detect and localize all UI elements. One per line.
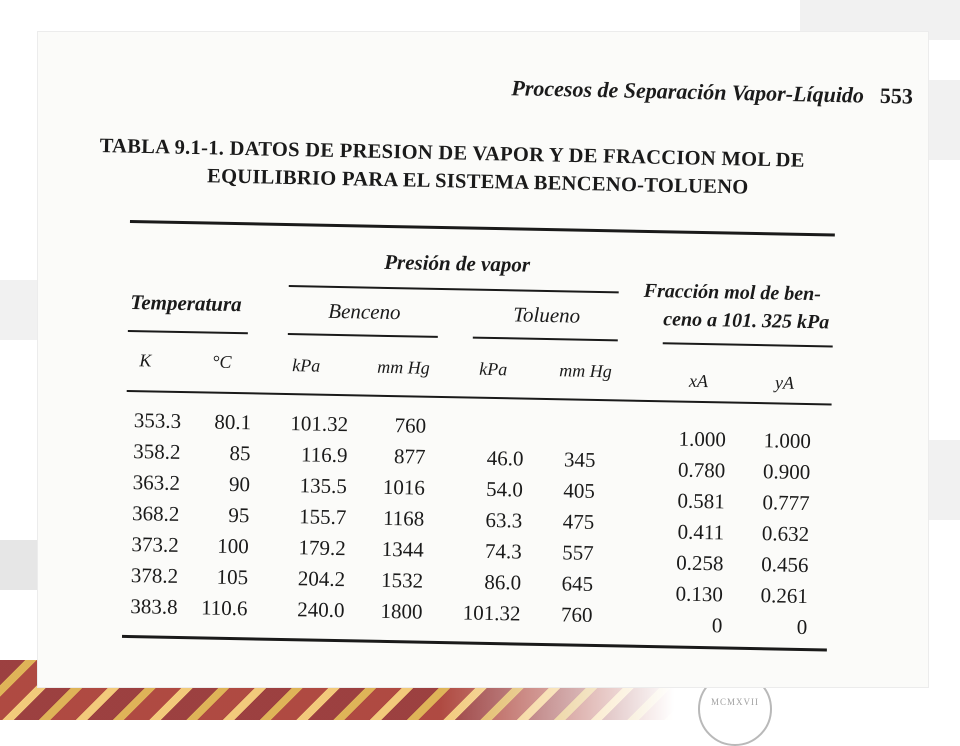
header-tolueno: Tolueno bbox=[513, 302, 581, 328]
cell-b-mmhg: 1532 bbox=[380, 567, 424, 593]
cell-t-kpa: 54.0 bbox=[485, 476, 524, 502]
cell-b-mmhg: 1800 bbox=[380, 598, 423, 624]
cell-k: 358.2 bbox=[133, 439, 181, 465]
unit-mmhg-benceno: mm Hg bbox=[377, 356, 430, 378]
header-fraccion-line1: Fracción mol de ben- bbox=[643, 279, 822, 306]
background-block bbox=[0, 540, 38, 590]
cell-k: 383.8 bbox=[130, 594, 178, 619]
fraccion-rule bbox=[663, 342, 833, 347]
background-block bbox=[0, 280, 38, 340]
top-rule bbox=[130, 220, 835, 237]
cell-b-kpa: 155.7 bbox=[298, 504, 347, 530]
cell-xa: 1.000 bbox=[678, 426, 727, 452]
background-block bbox=[928, 440, 960, 520]
cell-t-kpa: 46.0 bbox=[486, 445, 524, 471]
cell-t-mmhg: 405 bbox=[563, 478, 596, 503]
cell-c: 85 bbox=[229, 440, 251, 466]
cell-k: 363.2 bbox=[132, 470, 181, 496]
cell-xa: 0.130 bbox=[675, 581, 724, 607]
cell-ya: 1.000 bbox=[763, 428, 812, 454]
cell-ya: 0.632 bbox=[761, 521, 810, 547]
cell-b-kpa: 101.32 bbox=[290, 411, 349, 437]
cell-b-mmhg: 760 bbox=[394, 413, 427, 438]
cell-b-mmhg: 877 bbox=[393, 444, 426, 469]
cell-b-kpa: 179.2 bbox=[298, 535, 346, 561]
cell-k: 353.3 bbox=[133, 408, 182, 434]
cell-xa: 0.258 bbox=[676, 550, 724, 576]
cell-b-kpa: 240.0 bbox=[297, 597, 345, 623]
header-fraccion-line2: ceno a 101. 325 kPa bbox=[662, 308, 830, 334]
cell-t-kpa: 86.0 bbox=[484, 569, 522, 595]
cell-b-kpa: 135.5 bbox=[299, 473, 348, 499]
header-benceno: Benceno bbox=[328, 298, 401, 325]
header-presion-de-vapor: Presión de vapor bbox=[384, 249, 531, 277]
cell-k: 378.2 bbox=[130, 563, 179, 588]
cell-ya: 0.456 bbox=[761, 552, 809, 578]
cell-t-mmhg: 557 bbox=[561, 540, 594, 565]
cell-ya: 0 bbox=[796, 614, 808, 640]
unit-k: K bbox=[139, 350, 152, 371]
cell-t-kpa: 63.3 bbox=[485, 507, 523, 533]
unit-kpa-benceno: kPa bbox=[292, 355, 321, 376]
benceno-rule bbox=[288, 333, 438, 337]
unit-mmhg-tolueno: mm Hg bbox=[559, 360, 612, 382]
cell-t-kpa: 74.3 bbox=[484, 538, 522, 564]
cell-t-kpa: 101.32 bbox=[462, 600, 521, 626]
cell-c: 80.1 bbox=[214, 409, 252, 435]
table-title bbox=[99, 132, 890, 205]
cell-b-mmhg: 1016 bbox=[382, 474, 426, 500]
unit-c: °C bbox=[212, 351, 232, 372]
header-temperatura: Temperatura bbox=[130, 290, 242, 317]
units-rule bbox=[127, 390, 832, 405]
cell-c: 110.6 bbox=[200, 595, 248, 621]
cell-c: 95 bbox=[228, 502, 250, 528]
table-title-line1: TABLA 9.1-1. DATOS DE PRESION DE VAPOR Y DE FRACCION MOL DE bbox=[99, 134, 805, 172]
cell-c: 105 bbox=[216, 564, 249, 590]
cell-ya: 0.777 bbox=[762, 490, 810, 516]
cell-t-mmhg: 645 bbox=[561, 571, 594, 596]
temperatura-rule bbox=[128, 330, 248, 334]
cell-t-mmhg: 345 bbox=[563, 447, 596, 472]
cell-xa: 0 bbox=[711, 613, 723, 638]
cell-ya: 0.261 bbox=[760, 583, 809, 609]
cell-c: 90 bbox=[228, 471, 251, 497]
cell-b-kpa: 204.2 bbox=[297, 566, 346, 592]
cell-xa: 0.581 bbox=[677, 488, 725, 514]
unit-xa: xA bbox=[688, 370, 709, 392]
cell-t-mmhg: 475 bbox=[562, 509, 595, 534]
presion-rule bbox=[289, 285, 619, 293]
cell-b-mmhg: 1344 bbox=[381, 536, 424, 562]
cell-xa: 0.780 bbox=[677, 457, 726, 483]
cell-k: 368.2 bbox=[131, 501, 180, 526]
unit-ya: yA bbox=[774, 372, 795, 393]
running-head bbox=[473, 74, 913, 109]
background-block bbox=[928, 80, 960, 160]
cell-xa: 0.411 bbox=[677, 519, 725, 545]
tolueno-rule bbox=[473, 337, 618, 341]
data-table bbox=[121, 220, 850, 684]
running-head-text: Procesos de Separación Vapor-Líquido bbox=[511, 75, 865, 108]
unit-kpa-tolueno: kPa bbox=[479, 358, 508, 380]
scanned-page bbox=[38, 32, 928, 687]
seal-text: MCMXVII bbox=[710, 697, 759, 707]
cell-t-mmhg: 760 bbox=[560, 602, 593, 627]
table-title-line2: EQUILIBRIO PARA EL SISTEMA BENCENO-TOLUENO bbox=[206, 165, 749, 199]
cell-k: 373.2 bbox=[131, 532, 180, 557]
cell-c: 100 bbox=[217, 533, 249, 559]
cell-b-mmhg: 1168 bbox=[382, 505, 425, 531]
page-number: 553 bbox=[879, 82, 914, 109]
cell-b-kpa: 116.9 bbox=[300, 442, 348, 468]
cell-ya: 0.900 bbox=[762, 459, 811, 485]
